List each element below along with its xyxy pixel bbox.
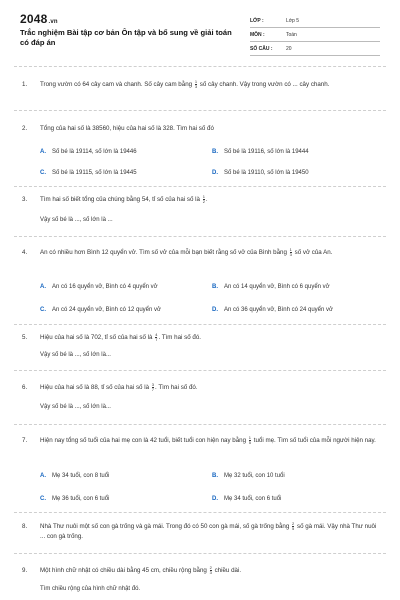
question-text-part: . Tìm hai số đó. [158,334,201,342]
answer-line[interactable]: Vậy số bé là ..., số lớn là... [40,352,111,358]
option-b[interactable] [212,282,330,292]
question-number: 9. [22,567,28,574]
fraction [249,436,251,445]
question-text-part: Một hình chữ nhật có chiều dài bằng 45 cm, chiều rộng bằng [40,567,207,575]
option-key: B. [212,149,218,155]
divider [14,370,386,371]
option-key: D. [212,496,218,502]
fraction-numerator: 2 [209,565,212,570]
question-text-part: tuổi mẹ. Tìm số tuổi của mỗi người hiện nay. [253,437,376,445]
question-text-part: số vở của An. [294,249,333,257]
option-key: A. [40,473,46,479]
answer-line[interactable]: Vậy số bé là ..., số lớn là ... [40,217,113,223]
question-text [40,522,380,542]
logo-tld: .vn [48,19,58,25]
question-text [40,436,380,446]
question-text [40,566,380,576]
fraction-numerator: 1 [202,194,205,199]
fraction-numerator: 1 [289,247,292,252]
divider [14,236,386,237]
question-text: Tổng của hai số là 38560, hiệu của hai số là 328. Tìm hai số đó [40,125,214,132]
question-text [40,383,380,393]
fraction [290,248,292,257]
option-a[interactable] [40,147,137,157]
question-number: 5. [22,334,28,341]
question-number: 1. [22,81,28,88]
fraction-denominator: 7 [151,387,155,392]
option-text: Số bé là 19114, số lớn là 19446 [52,149,137,155]
question-number: 8. [22,523,28,530]
option-a[interactable] [40,282,158,292]
option-text: Số bé là 19115, số lớn là 19445 [52,170,137,176]
question-text-part: Trong vườn có 64 cây cam và chanh. Số cây cam bằng [40,81,193,89]
fraction [152,383,154,392]
question-text-part: Hiện nay tổng số tuổi của hai mẹ con là 42 tuổi, biết tuổi con hiện nay bằng [40,437,247,445]
option-b[interactable] [212,471,285,481]
option-text: Số bé là 19116, số lớn là 19444 [224,149,309,155]
option-text: Mẹ 34 tuổi, con 6 tuổi [224,496,282,502]
fraction-denominator: 3 [209,570,212,575]
divider [14,66,386,67]
question-text-part: . [205,196,208,204]
question-text-part: Hiệu của hai số là 88, tỉ số của hai số là [40,384,150,392]
option-key: C. [40,170,46,176]
question-text-part: số gà mái. Vậy nhà Thư nuôi ... con gà trống. [40,523,377,541]
meta-label: LỚP : [250,17,264,24]
meta-value: Lớp 5 [286,17,300,24]
fraction-numerator: 2 [292,521,295,526]
fraction-denominator: 5 [248,440,252,445]
fraction-numerator: 1 [194,79,198,84]
fraction-numerator: 4 [155,332,158,337]
option-a[interactable] [40,471,109,481]
fraction-denominator: 5 [292,526,295,531]
answer-line[interactable]: Tìm chiều rộng của hình chữ nhật đó. [40,586,141,592]
question-text-part: Tìm hai số biết tổng của chúng bằng 54, tỉ số của hai số là [40,196,200,204]
option-text: Mẹ 32 tuổi, con 10 tuổi [224,473,285,479]
meta-row-count [250,42,380,56]
option-key: C. [40,496,46,502]
fraction-numerator: 3 [151,382,155,387]
question-text-part: chiều dài. [214,567,242,575]
fraction [210,566,212,575]
option-c[interactable] [40,168,137,178]
option-key: A. [40,149,46,155]
question-text [40,195,380,205]
question-number: 3. [22,196,28,203]
question-text-part: Nhà Thư nuôi một số con gà trống và gà mái. Trong đó có 50 con gà mái, số gà trống bằng [40,523,290,531]
meta-value: Toán [286,31,297,38]
logo-text: 2048 [20,12,48,26]
site-logo[interactable] [20,12,58,26]
answer-line[interactable]: Vậy số bé là ..., số lớn là... [40,404,111,410]
option-key: D. [212,307,218,313]
option-key: D. [212,170,218,176]
divider [14,512,386,513]
option-text: An có 14 quyển vở, Bình có 6 quyển vở [224,284,330,290]
question-text-part: Hiệu của hai số là 702, tỉ số của hai số là [40,334,153,342]
option-text: An có 16 quyển vở, Bình có 4 quyển vở [52,284,158,290]
document-title: Trắc nghiệm Bài tập cơ bản Ôn tập và bổ sung về giải toán có đáp án [20,28,232,47]
question-text [40,333,380,343]
fraction [203,195,205,204]
option-d[interactable] [212,305,333,315]
fraction [292,522,294,531]
meta-row-subject [250,28,380,42]
divider [14,324,386,325]
option-text: Số bé là 19110, số lớn là 19450 [224,170,309,176]
question-number: 7. [22,437,28,444]
option-c[interactable] [40,494,109,504]
question-text-part: số cây chanh. Vậy trong vườn có ... cây chanh. [199,81,330,89]
divider [14,553,386,554]
page-header [0,0,400,62]
divider [14,186,386,187]
option-c[interactable] [40,305,161,315]
option-text: An có 24 quyển vở, Bình có 12 quyển vở [52,307,161,313]
option-d[interactable] [212,168,309,178]
question-number: 2. [22,125,28,132]
option-b[interactable] [212,147,309,157]
question-number: 6. [22,384,28,391]
divider [14,424,386,425]
option-key: C. [40,307,46,313]
meta-label: SỐ CÂU : [250,45,273,52]
option-text: An có 36 quyển vở, Bình có 24 quyển vở [224,307,333,313]
meta-row-class [250,14,380,28]
fraction-numerator: 1 [248,435,252,440]
question-text-part: . Tìm hai số đó. [155,384,198,392]
meta-value: 20 [286,45,292,52]
option-key: B. [212,473,218,479]
fraction-denominator: 3 [194,84,198,89]
option-key: A. [40,284,46,290]
question-text [40,80,380,90]
option-text: Mẹ 36 tuổi, con 6 tuổi [52,496,110,502]
question-number: 4. [22,249,28,256]
option-text: Mẹ 34 tuổi, con 8 tuổi [52,473,110,479]
fraction-denominator: 3 [289,252,292,257]
fraction-denominator: 2 [202,199,205,204]
question-text-part: An có nhiều hơn Bình 12 quyển vở. Tìm số vở của mỗi bạn biết rằng số vở của Bình bằng [40,249,287,257]
divider [14,110,386,111]
option-key: B. [212,284,218,290]
option-d[interactable] [212,494,281,504]
meta-table [250,14,380,56]
question-text [40,248,380,258]
fraction-denominator: 7 [155,337,158,342]
fraction [195,80,197,89]
meta-label: MÔN : [250,31,265,38]
